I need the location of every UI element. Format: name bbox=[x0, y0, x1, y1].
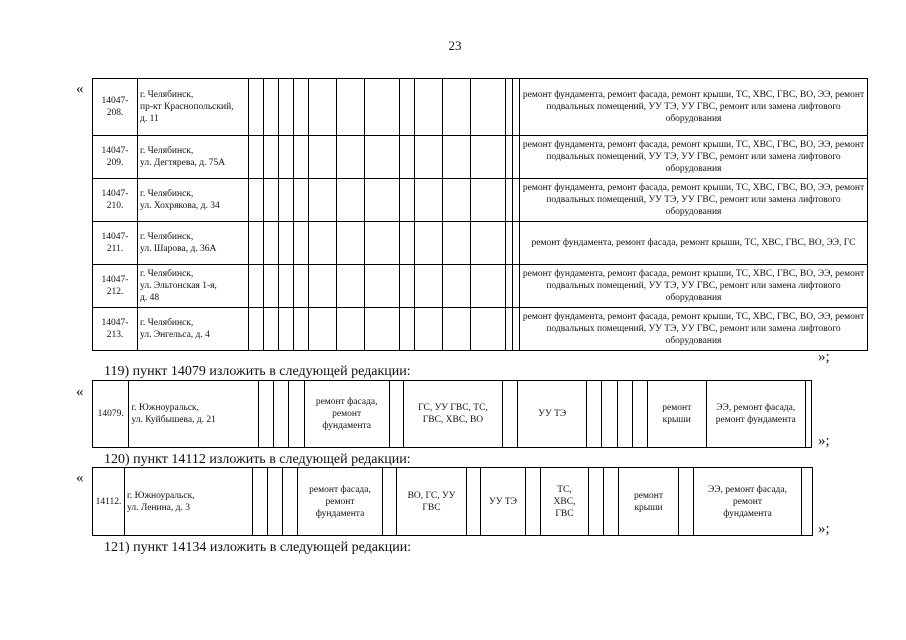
facade-cell: ремонт фасада, ремонт фундамента bbox=[298, 468, 383, 536]
table-row bbox=[93, 79, 868, 136]
table-row bbox=[93, 136, 868, 179]
address-cell: г. Челябинск, ул. Дегтярева, д. 75А bbox=[138, 136, 249, 179]
row-number: 14047- 209. bbox=[93, 136, 138, 179]
facade-cell: ремонт фасада, ремонт фундамента bbox=[304, 381, 389, 448]
vo-cell: ВО, ГС, УУ ГВС bbox=[397, 468, 467, 536]
ee-cell: ЭЭ, ремонт фасада, ремонт фундамента bbox=[694, 468, 802, 536]
works-cell: ремонт фундамента, ремонт фасада, ремонт крыши, ТС, ХВС, ГВС, ВО, ЭЭ, ремонт подвальных помещений, УУ ТЭ, УУ ГВС, ремонт или замена лифтового оборудования bbox=[520, 265, 868, 308]
page-number: 23 bbox=[448, 38, 462, 53]
works-cell: ремонт фундамента, ремонт фасада, ремонт крыши, ТС, ХВС, ГВС, ВО, ЭЭ, ремонт подвальных помещений, УУ ТЭ, УУ ГВС, ремонт или замена лифтового оборудования bbox=[520, 179, 868, 222]
uute-cell: УУ ТЭ bbox=[518, 381, 587, 448]
roof-cell: ремонт крыши bbox=[647, 381, 706, 448]
address-cell: г. Челябинск, ул. Шарова, д. 36А bbox=[138, 222, 249, 265]
works-cell: ремонт фундамента, ремонт фасада, ремонт крыши, ТС, ХВС, ГВС, ВО, ЭЭ, ремонт подвальных помещений, УУ ТЭ, УУ ГВС, ремонт или замена лифтового оборудования bbox=[520, 136, 868, 179]
row-number: 14047- 212. bbox=[93, 265, 138, 308]
table-row bbox=[93, 179, 868, 222]
table-14047 bbox=[92, 78, 868, 351]
works-cell: ремонт фундамента, ремонт фасада, ремонт крыши, ТС, ХВС, ГВС, ВО, ЭЭ, ремонт подвальных помещений, УУ ТЭ, УУ ГВС, ремонт или замена лифтового оборудования bbox=[520, 308, 868, 351]
close-quote-3: »; bbox=[818, 521, 830, 537]
table-row bbox=[93, 222, 868, 265]
table-14079 bbox=[92, 380, 812, 448]
open-quote: « bbox=[76, 81, 84, 97]
row-number: 14079. bbox=[93, 381, 129, 448]
address-cell: г. Челябинск, ул. Энгельса, д. 4 bbox=[138, 308, 249, 351]
heading-119: 119) пункт 14079 изложить в следующей редакции: bbox=[104, 364, 411, 379]
table-row bbox=[93, 265, 868, 308]
address-cell: г. Южноуральск, ул. Ленина, д. 3 bbox=[125, 468, 253, 536]
ee-cell: ЭЭ, ремонт фасада, ремонт фундамента bbox=[706, 381, 805, 448]
table-14112 bbox=[92, 467, 813, 536]
roof-cell: ремонт крыши bbox=[619, 468, 679, 536]
table-row bbox=[93, 308, 868, 351]
row-number: 14047- 211. bbox=[93, 222, 138, 265]
row-number: 14112. bbox=[93, 468, 125, 536]
uute-cell: УУ ТЭ bbox=[481, 468, 526, 536]
address-cell: г. Челябинск, ул. Хохрякова, д. 34 bbox=[138, 179, 249, 222]
address-cell: г. Южноуральск, ул. Куйбышева, д. 21 bbox=[129, 381, 259, 448]
address-cell: г. Челябинск, ул. Эльтонская 1-я, д. 48 bbox=[138, 265, 249, 308]
close-quote-1: »; bbox=[818, 349, 830, 365]
address-cell: г. Челябинск, пр-кт Краснопольский, д. 11 bbox=[138, 79, 249, 136]
open-quote: « bbox=[76, 384, 84, 400]
works-cell: ремонт фундамента, ремонт фасада, ремонт крыши, ТС, ХВС, ГВС, ВО, ЭЭ, ремонт подвальных помещений, УУ ТЭ, УУ ГВС, ремонт или замена лифтового оборудования bbox=[520, 79, 868, 136]
heading-121: 121) пункт 14134 изложить в следующей редакции: bbox=[104, 540, 412, 555]
row-number: 14047- 208. bbox=[93, 79, 138, 136]
works-cell: ремонт фундамента, ремонт фасада, ремонт крыши, ТС, ХВС, ГВС, ВО, ЭЭ, ГС bbox=[520, 222, 868, 265]
gs-cell: ГС, УУ ГВС, ТС, ГВС, ХВС, ВО bbox=[403, 381, 502, 448]
close-quote-2: »; bbox=[818, 433, 830, 449]
row-number: 14047- 213. bbox=[93, 308, 138, 351]
row-number: 14047- 210. bbox=[93, 179, 138, 222]
heading-120: 120) пункт 14112 изложить в следующей редакции: bbox=[104, 452, 411, 467]
open-quote: « bbox=[76, 470, 84, 486]
ts-cell: ТС, ХВС, ГВС bbox=[541, 468, 589, 536]
